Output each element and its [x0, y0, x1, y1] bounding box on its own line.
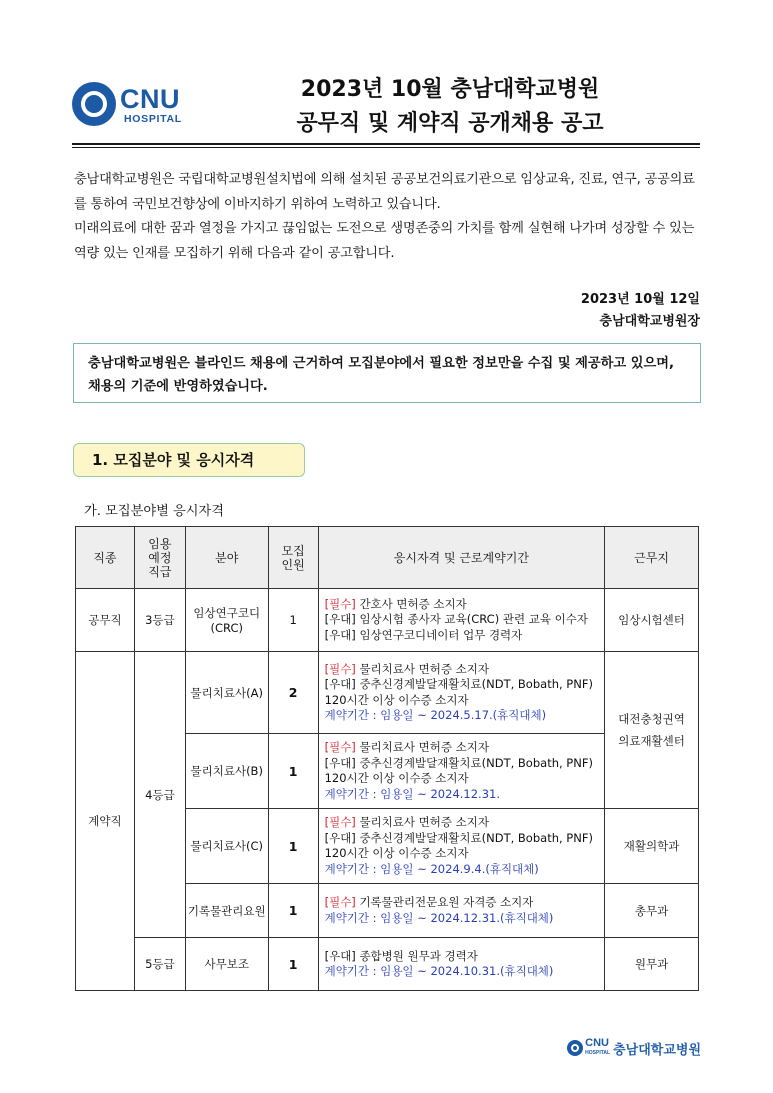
cell-qualification — [318, 652, 605, 734]
title-divider-thin — [72, 147, 700, 148]
intro-paragraph-1: 충남대학교병원은 국립대학교병원설치법에 의해 설치된 공공보건의료기관으로 임상교육, 진료, 연구, 공공의료를 통하여 국민보건향상에 이바지하기 위하여 노력하고 있습니다. — [74, 172, 695, 212]
contract-period: 계약기간 : 임용일 ~ 2024.10.31.(휴직대체) — [324, 964, 554, 978]
logo-emblem-icon — [72, 82, 116, 126]
cell-field: 사무보조 — [185, 938, 268, 991]
cell-type: 계약직 — [76, 652, 135, 991]
section-heading: 1. 모집분야 및 응시자격 — [73, 443, 305, 477]
table-row — [76, 589, 699, 652]
required-text: 기록물관리전문요원 자격증 소지자 — [355, 895, 534, 909]
table-row — [76, 652, 699, 734]
header-qualification: 응시자격 및 근로계약기간 — [318, 527, 605, 589]
cell-count: 1 — [268, 938, 318, 991]
contract-period: 계약기간 : 임용일 ~ 2024.5.17.(휴직대체) — [324, 708, 547, 722]
header-type: 직종 — [76, 527, 135, 589]
header-field: 분야 — [185, 527, 268, 589]
footer-cnu-subtext: HOSPITAL — [585, 1050, 611, 1056]
cell-qualification — [318, 884, 605, 938]
preferred-text: [우대] 임상시험 종사자 교육(CRC) 관련 교육 이수자 — [324, 612, 588, 627]
header-count: 모집 인원 — [268, 527, 318, 589]
header-grade: 임용 예정 직급 — [134, 527, 185, 589]
subsection-heading: 가. 모집분야별 응시자격 — [84, 504, 224, 519]
footer-logo — [567, 1038, 701, 1058]
table-header-row — [76, 527, 699, 589]
cell-workplace: 대전충청권역 의료재활센터 — [605, 652, 699, 809]
hospital-logo — [72, 82, 197, 128]
cell-workplace: 재활의학과 — [605, 809, 699, 884]
table-row — [76, 938, 699, 991]
announcement-date: 2023년 10월 12일 — [580, 292, 700, 307]
preferred-text: [우대] 임상연구코디네이터 업무 경력자 — [324, 627, 523, 642]
required-tag: [필수] — [324, 740, 356, 754]
footer-hospital-name: 충남대학교병원 — [613, 1042, 701, 1058]
preferred-text: [우대] 중추신경계발달재활치료(NDT, Bobath, PNF) 120시간 이상 이수증 소지자 — [324, 755, 593, 785]
preferred-text: [우대] 종합병원 원무과 경력자 — [324, 948, 478, 963]
title-divider — [72, 143, 700, 145]
cell-field: 물리치료사(B) — [185, 734, 268, 809]
cell-field: 기록물관리요원 — [185, 884, 268, 938]
cell-grade: 3등급 — [134, 589, 185, 652]
cell-grade: 4등급 — [134, 652, 185, 938]
required-tag: [필수] — [324, 661, 356, 676]
cell-field: 물리치료사(A) — [185, 652, 268, 734]
intro-text — [74, 168, 700, 266]
blind-hiring-notice: 충남대학교병원은 블라인드 채용에 근거하여 모집분야에서 필요한 정보만을 수집 및 제공하고 있으며, 채용의 기준에 반영하였습니다. — [73, 343, 701, 403]
recruitment-table — [75, 526, 699, 991]
page-title-line1: 2023년 10월 충남대학교병원 — [300, 77, 600, 102]
cell-workplace: 임상시험센터 — [605, 589, 699, 652]
contract-period: 계약기간 : 임용일 ~ 2024.9.4.(휴직대체) — [324, 861, 539, 876]
cell-count: 1 — [268, 589, 318, 652]
required-text: 물리치료사 면허증 소지자 — [355, 815, 489, 829]
footer-cnu-text: CNU — [585, 1037, 610, 1049]
cell-qualification — [318, 734, 605, 809]
header-workplace: 근무지 — [605, 527, 699, 589]
cell-workplace: 원무과 — [605, 938, 699, 991]
contract-period: 계약기간 : 임용일 ~ 2024.12.31.(휴직대체) — [324, 910, 554, 925]
cell-workplace: 총무과 — [605, 884, 699, 938]
logo-subtext: HOSPITAL — [124, 113, 182, 125]
required-tag: [필수] — [324, 596, 356, 611]
cell-grade: 5등급 — [134, 938, 185, 991]
preferred-text: [우대] 중추신경계발달재활치료(NDT, Bobath, PNF) 120시간 이상 이수증 소지자 — [324, 677, 593, 707]
page-title-line2: 공무직 및 계약직 공개채용 공고 — [296, 111, 604, 136]
preferred-text: [우대] 중추신경계발달재활치료(NDT, Bobath, PNF) 120시간 이상 이수증 소지자 — [324, 830, 593, 860]
cell-qualification — [318, 589, 605, 652]
cell-count: 1 — [268, 809, 318, 884]
required-text: 물리치료사 면허증 소지자 — [355, 740, 489, 754]
cell-count: 2 — [268, 652, 318, 734]
announcement-signature: 충남대학교병원장 — [599, 314, 700, 329]
cell-field: 물리치료사(C) — [185, 809, 268, 884]
required-text: 간호사 면허증 소지자 — [355, 596, 467, 611]
intro-paragraph-2: 미래의료에 대한 꿈과 열정을 가지고 끊임없는 도전으로 생명존중의 가치를 함께 실현해 나가며 성장할 수 있는 역량 있는 인재를 모집하기 위해 다음과 같이 공고합니다. — [74, 221, 695, 261]
required-tag: [필수] — [324, 815, 356, 829]
footer-cnu — [585, 1038, 610, 1058]
footer-emblem-icon — [567, 1040, 583, 1056]
logo-text: CNU — [120, 84, 180, 114]
cell-qualification — [318, 809, 605, 884]
cell-field: 임상연구코디 (CRC) — [185, 589, 268, 652]
cell-count: 1 — [268, 884, 318, 938]
cell-type: 공무직 — [76, 589, 135, 652]
cell-count: 1 — [268, 734, 318, 809]
required-text: 물리치료사 면허증 소지자 — [355, 661, 489, 676]
contract-period: 계약기간 : 임용일 ~ 2024.12.31. — [324, 786, 500, 801]
required-tag: [필수] — [324, 895, 356, 909]
cell-qualification — [318, 938, 605, 991]
